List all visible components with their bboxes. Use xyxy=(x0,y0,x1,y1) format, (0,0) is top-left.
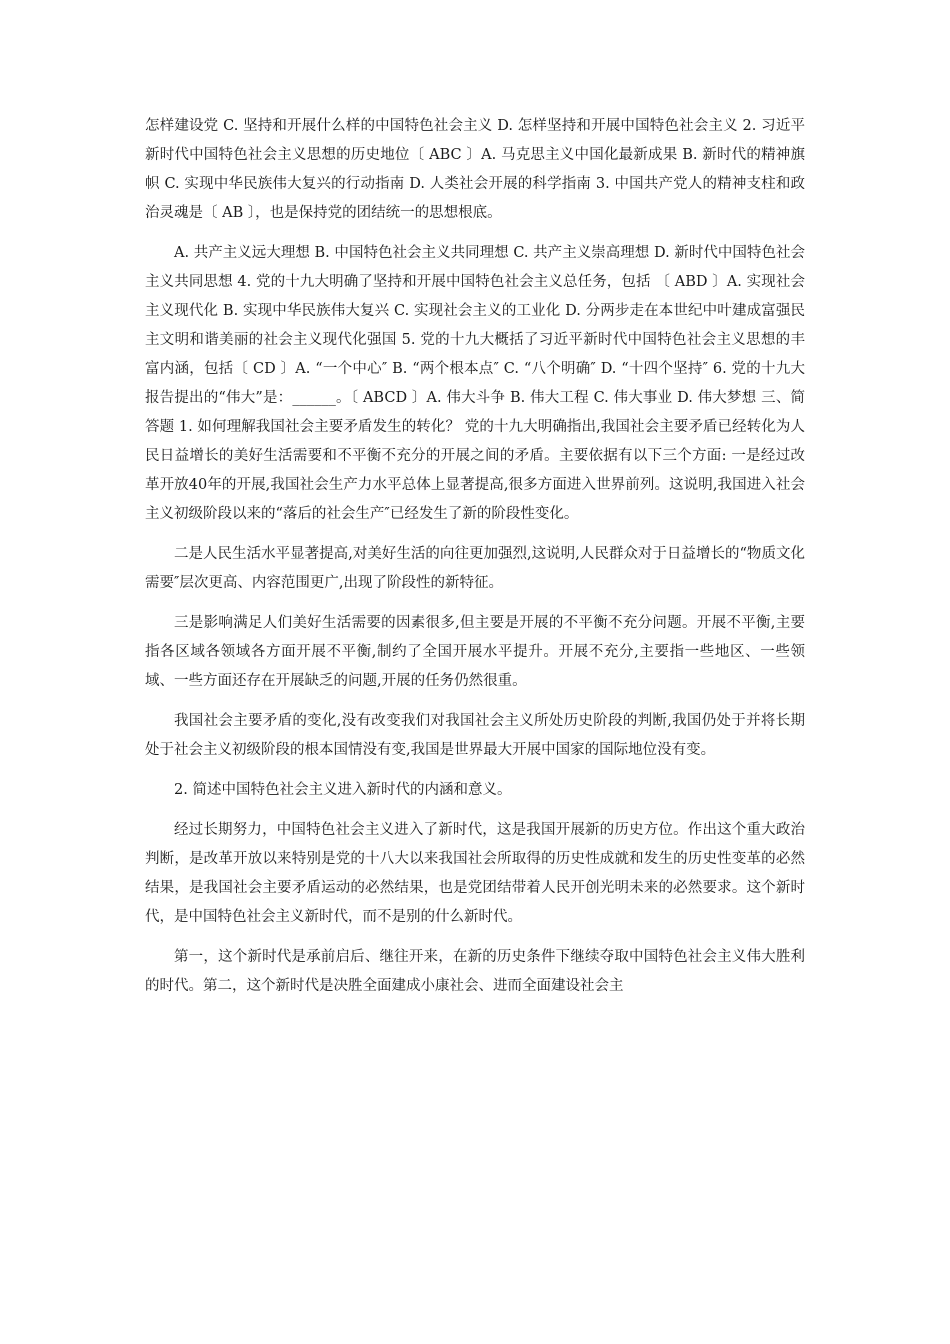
paragraph-1: 怎样建设党 C. 坚持和开展什么样的中国特色社会主义 D. 怎样坚持和开展中国特色社会主义 2. 习近平新时代中国特色社会主义思想的历史地位〔 ABC 〕A. 马克思主义中国化最新成果 B. 新时代的精神旗帜 C. 实现中华民族伟大复兴的行动指南 D. 人类社会开展的科学指南 3. 中国共产党人的精神支柱和政治灵魂是〔 AB 〕，也是保持党的团结统一的思想根底。 xyxy=(145,118,805,221)
document-page xyxy=(145,112,805,1012)
paragraph-7: 第一，这个新时代是承前启后、继往开来，在新的历史条件下继续夺取中国特色社会主义伟大胜利的时代。第二，这个新时代是决胜全面建成小康社会、进而全面建设社会主 xyxy=(145,949,805,994)
paragraph-3: 二是人民生活水平显著提高,对美好生活的向往更加强烈,这说明,人民群众对于日益增长的“物质文化需要″层次更高、内容范围更广,出现了阶段性的新特征。 xyxy=(145,546,805,591)
paragraph-2: A. 共产主义远大理想 B. 中国特色社会主义共同理想 C. 共产主义崇高理想 D. 新时代中国特色社会主义共同思想 4. 党的十九大明确了坚持和开展中国特色社会主义总任务，包括 〔 ABD 〕A. 实现社会主义现代化 B. 实现中华民族伟大复兴 C. 实现社会主义的工业化 D. 分两步走在本世纪中叶建成富强民主文明和谐美丽的社会主义现代化强国 5. 党的十九大概括了习近平新时代中国特色社会主义思想的丰富内涵，包括〔 CD 〕A. “一个中心″ B. “两个根本点″ C. “八个明确″ D. “十四个坚持″ 6. 党的十九大报告提出的“伟大”是：______。〔 ABCD 〕A. 伟大斗争 B. 伟大工程 C. 伟大事业 D. 伟大梦想 三、简答题 1. 如何理解我国社会主要矛盾发生的转化？ 党的十九大明确指出,我国社会主要矛盾已经转化为人民日益增长的美好生活需要和不平衡不充分的开展之间的矛盾。主要依据有以下三个方面: 一是经过改革开放40年的开展,我国社会生产力水平总体上显著提高,很多方面进入世界前列。这说明,我国进入社会主义初级阶段以来的“落后的社会生产″已经发生了新的阶段性变化。 xyxy=(145,245,805,522)
paragraph-4: 三是影响满足人们美好生活需要的因素很多,但主要是开展的不平衡不充分问题。开展不平衡,主要指各区域各领域各方面开展不平衡,制约了全国开展水平提升。开展不充分,主要指一些地区、一些领域、一些方面还存在开展缺乏的问题,开展的任务仍然很重。 xyxy=(145,615,805,689)
section-heading: 2. 简述中国特色社会主义进入新时代的内涵和意义。 xyxy=(174,782,512,798)
paragraph-6: 经过长期努力，中国特色社会主义进入了新时代，这是我国开展新的历史方位。作出这个重大政治判断，是改革开放以来特别是党的十八大以来我国社会所取得的历史性成就和发生的历史性变革的必然结果，是我国社会主要矛盾运动的必然结果，也是党团结带着人民开创光明未来的必然要求。这个新时代，是中国特色社会主义新时代，而不是别的什么新时代。 xyxy=(145,822,805,925)
paragraph-5: 我国社会主要矛盾的变化,没有改变我们对我国社会主义所处历史阶段的判断,我国仍处于并将长期处于社会主义初级阶段的根本国情没有变,我国是世界最大开展中国家的国际地位没有变。 xyxy=(145,713,805,758)
